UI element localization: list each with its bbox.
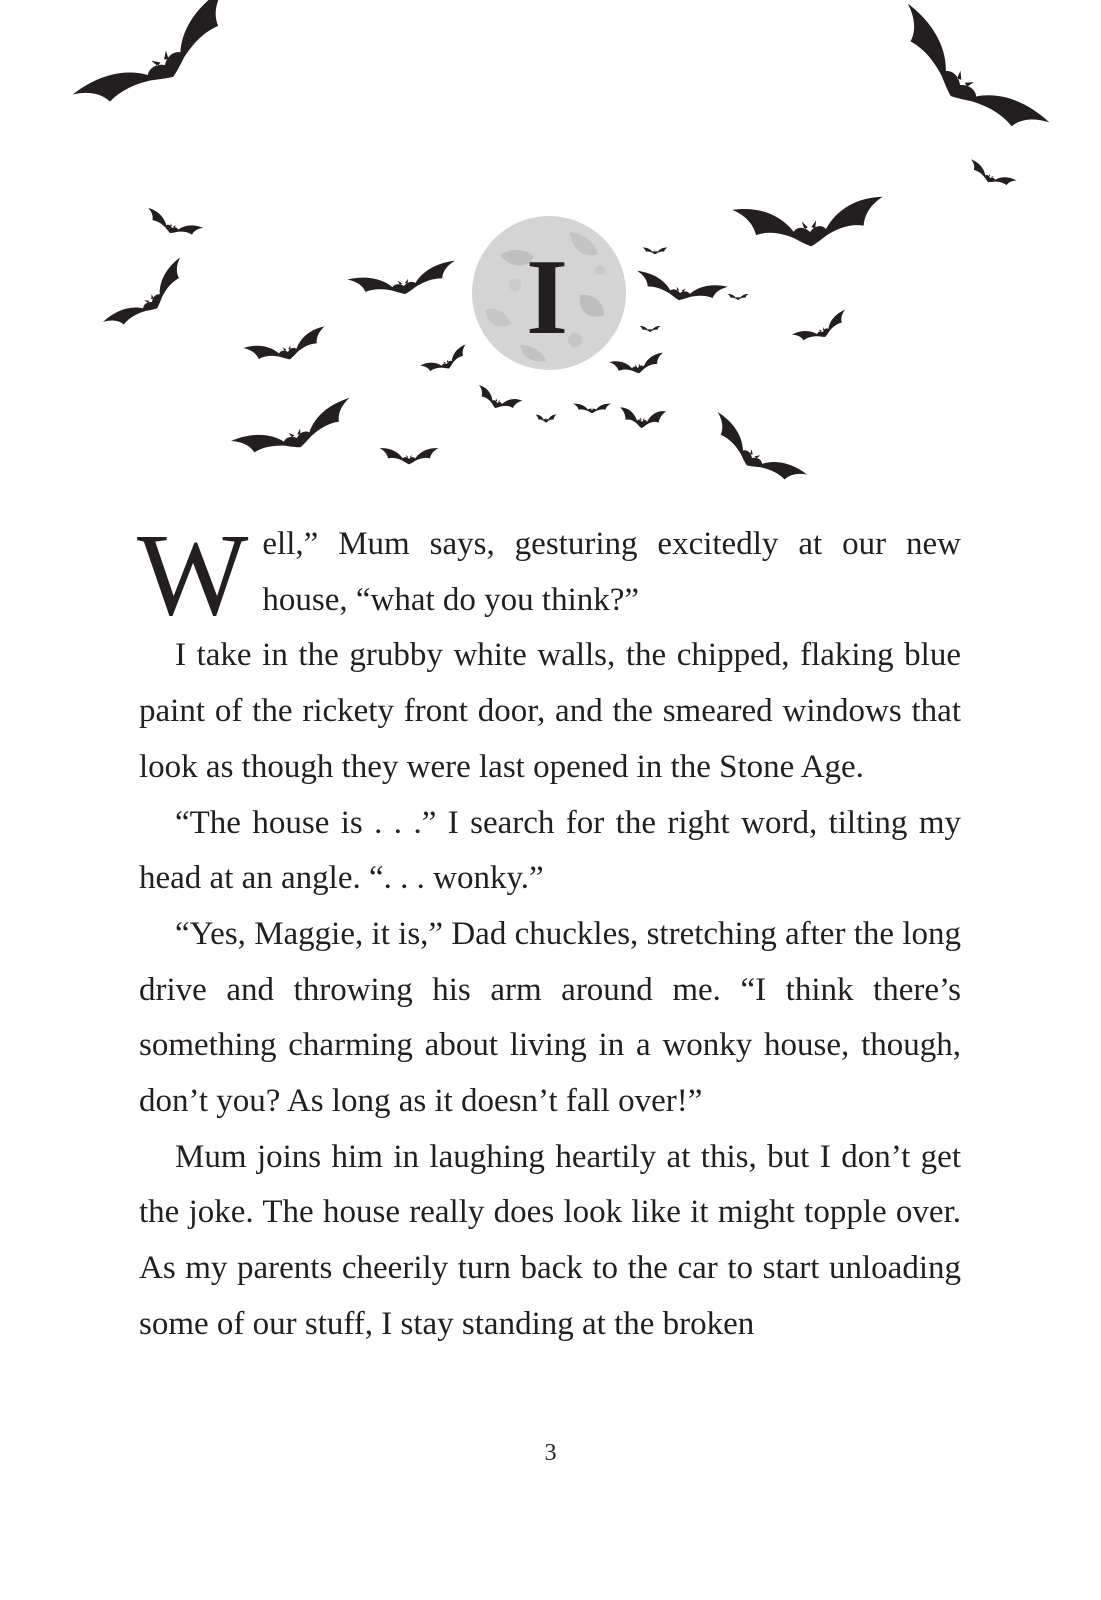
bat-icon bbox=[103, 257, 196, 340]
bat-icon bbox=[347, 260, 459, 303]
bat-icon bbox=[965, 159, 1016, 193]
drop-cap: W bbox=[137, 509, 249, 640]
page-number: 3 bbox=[544, 1440, 557, 1466]
bat-icon bbox=[609, 353, 666, 378]
bat-icon bbox=[640, 326, 661, 332]
bat-icon bbox=[420, 344, 472, 379]
bat-icon bbox=[792, 310, 852, 350]
bat-icon bbox=[573, 404, 611, 413]
bat-icon bbox=[728, 294, 749, 300]
bat-icon bbox=[702, 412, 807, 497]
bat-icon bbox=[536, 415, 557, 423]
bat-icon bbox=[73, 0, 249, 130]
bat-icon bbox=[618, 407, 666, 430]
bat-icon bbox=[633, 271, 728, 308]
chapter-number: I bbox=[525, 238, 569, 357]
paragraph-text: ell,” Mum says, gesturing excitedly at our new house, “what do you think?” bbox=[262, 526, 961, 618]
bat-icon bbox=[243, 326, 330, 370]
story-paragraph: I take in the grubby white walls, the chipped, flaking blue paint of the rickety front door, and the smeared windows that look as though they were last opened in the Stone Age. bbox=[139, 637, 961, 785]
bat-icon bbox=[231, 398, 360, 469]
story-paragraph: “Yes, Maggie, it is,” Dad chuckles, stretching after the long drive and throwing his arm around me. “I think there’s something charming about living in a wonky house, though, don’t you? As long as it doesn’t fall over!” bbox=[139, 915, 961, 1120]
bat-icon bbox=[473, 385, 522, 416]
story-paragraph bbox=[137, 509, 961, 640]
story-text bbox=[137, 509, 961, 1353]
bat-icon bbox=[642, 247, 667, 254]
story-paragraph: “The house is . . .” I search for the right word, tilting my head at an angle. “. . . wonky.” bbox=[139, 804, 961, 897]
story-paragraph: Mum joins him in laughing heartily at this, but I don’t get the joke. The house really does look like it might topple over. As my parents cheerily turn back to the car to start unloading some of our stuff, I stay standing at the broken bbox=[139, 1138, 961, 1342]
bat-icon bbox=[880, 3, 1049, 155]
bat-icon bbox=[380, 448, 439, 464]
bat-icon bbox=[732, 197, 886, 253]
bat-icon bbox=[143, 208, 204, 243]
chapter-illustration bbox=[0, 0, 1101, 510]
